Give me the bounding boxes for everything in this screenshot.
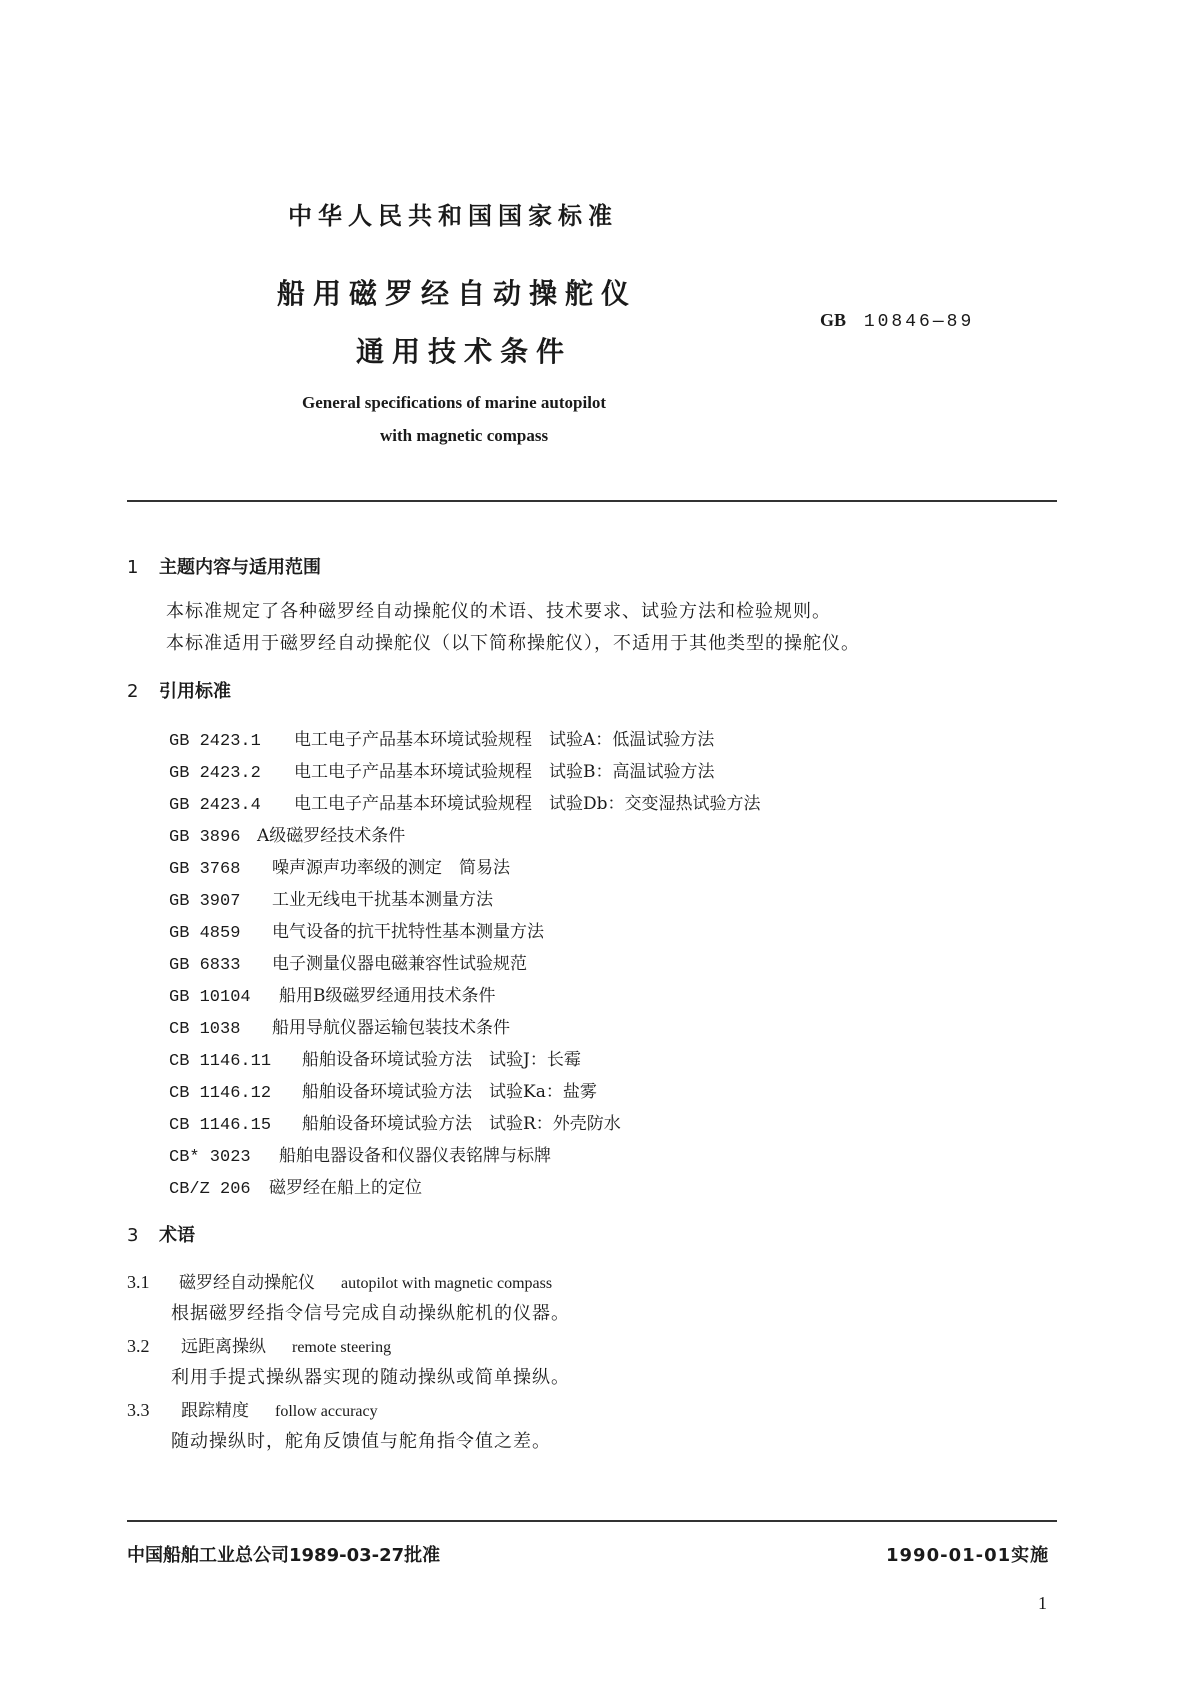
term-definition: 利用手提式操纵器实现的随动操纵或简单操纵。 [171, 1367, 570, 1388]
term-number: 3.1 [127, 1272, 150, 1292]
reference-title: 船用导航仪器运输包装技术条件 [272, 1018, 510, 1038]
term-english: remote steering [292, 1339, 392, 1356]
reference-code: CB 1038 [169, 1020, 241, 1039]
section-number: 2 [127, 681, 139, 702]
header-divider [127, 500, 1057, 502]
reference-item [169, 1173, 422, 1199]
reference-code: CB* 3023 [169, 1148, 251, 1167]
section-title: 术语 [159, 1225, 195, 1246]
reference-title: 电子测量仪器电磁兼容性试验规范 [272, 954, 527, 974]
term-number: 3.2 [127, 1336, 150, 1356]
section-1-para-1: 本标准规定了各种磁罗经自动操舵仪的术语、技术要求、试验方法和检验规则。 [166, 601, 831, 622]
term-entry [127, 1332, 391, 1357]
reference-item [169, 853, 510, 879]
term-english: autopilot with magnetic compass [341, 1275, 553, 1292]
reference-item [169, 885, 493, 911]
reference-title: 电气设备的抗干扰特性基本测量方法 [272, 922, 544, 942]
english-title-line2: with magnetic compass [380, 426, 549, 445]
term-entry [127, 1396, 378, 1421]
term-english: follow accuracy [275, 1403, 378, 1420]
reference-code: GB 3768 [169, 860, 241, 879]
section-1-para-2: 本标准适用于磁罗经自动操舵仪（以下简称操舵仪），不适用于其他类型的操舵仪。 [166, 633, 860, 654]
term-entry [127, 1268, 552, 1293]
section-2-heading [127, 677, 231, 703]
footer-divider [127, 1520, 1057, 1522]
effective-date: 1990-01-01实施 [886, 1545, 1050, 1566]
reference-code: CB 1146.11 [169, 1052, 272, 1071]
reference-code: GB 3907 [169, 892, 241, 911]
reference-code: GB 4859 [169, 924, 241, 943]
approval-note: 中国船舶工业总公司1989-03-27批准 [127, 1545, 441, 1566]
reference-item [169, 725, 714, 751]
reference-item [169, 981, 496, 1007]
reference-title: 噪声源声功率级的测定 简易法 [272, 858, 510, 878]
reference-item [169, 1077, 597, 1103]
document-title-line1: 船用磁罗经自动操舵仪 [277, 277, 638, 310]
section-number: 1 [127, 557, 139, 578]
term-number: 3.3 [127, 1400, 150, 1420]
reference-title: 磁罗经在船上的定位 [269, 1178, 422, 1198]
reference-title: 电工电子产品基本环境试验规程 试验Db：交变湿热试验方法 [294, 794, 761, 814]
reference-title: 工业无线电干扰基本测量方法 [272, 890, 493, 910]
reference-title: 电工电子产品基本环境试验规程 试验B：高温试验方法 [294, 762, 715, 782]
term-chinese: 跟踪精度 [181, 1401, 249, 1421]
reference-item [169, 1141, 551, 1167]
reference-code: GB 10104 [169, 988, 251, 1007]
reference-item [169, 757, 715, 783]
reference-code: CB/Z 206 [169, 1180, 251, 1199]
reference-item [169, 789, 761, 815]
reference-item [169, 1013, 510, 1039]
reference-title: 电工电子产品基本环境试验规程 试验A：低温试验方法 [294, 730, 715, 750]
section-title: 引用标准 [159, 681, 231, 702]
reference-title: A级磁罗经技术条件 [257, 826, 406, 846]
reference-title: 船舶电器设备和仪器仪表铭牌与标牌 [279, 1146, 551, 1166]
reference-item [169, 821, 405, 847]
section-number: 3 [127, 1225, 139, 1246]
section-1-heading [127, 553, 321, 579]
reference-title: 船舶设备环境试验方法 试验J：长霉 [302, 1050, 581, 1070]
reference-item [169, 1045, 581, 1071]
reference-code: CB 1146.15 [169, 1116, 272, 1135]
standard-code: 10846—89 [863, 312, 975, 332]
reference-item [169, 917, 544, 943]
term-chinese: 远距离操纵 [181, 1337, 266, 1357]
page-number: 1 [1038, 1593, 1047, 1613]
reference-code: GB 6833 [169, 956, 241, 975]
term-definition: 随动操纵时，舵角反馈值与舵角指令值之差。 [171, 1431, 551, 1452]
document-title-line2: 通用技术条件 [356, 335, 573, 368]
standard-number [820, 310, 974, 332]
reference-title: 船用B级磁罗经通用技术条件 [279, 986, 496, 1006]
reference-title: 船舶设备环境试验方法 试验R：外壳防水 [302, 1114, 621, 1134]
reference-code: GB 2423.4 [169, 796, 261, 815]
reference-code: CB 1146.12 [169, 1084, 272, 1103]
country-standard-heading: 中华人民共和国国家标准 [288, 202, 618, 230]
reference-title: 船舶设备环境试验方法 试验Ka：盐雾 [302, 1082, 597, 1102]
standard-prefix: GB [820, 310, 847, 330]
section-3-heading [127, 1221, 195, 1247]
reference-code: GB 2423.2 [169, 764, 261, 783]
term-definition: 根据磁罗经指令信号完成自动操纵舵机的仪器。 [171, 1303, 570, 1324]
term-chinese: 磁罗经自动操舵仪 [179, 1273, 315, 1293]
reference-item [169, 1109, 621, 1135]
section-title: 主题内容与适用范围 [159, 557, 321, 578]
english-title-line1: General specifications of marine autopilot [302, 393, 607, 412]
reference-code: GB 3896 [169, 828, 241, 847]
reference-code: GB 2423.1 [169, 732, 261, 751]
reference-item [169, 949, 527, 975]
